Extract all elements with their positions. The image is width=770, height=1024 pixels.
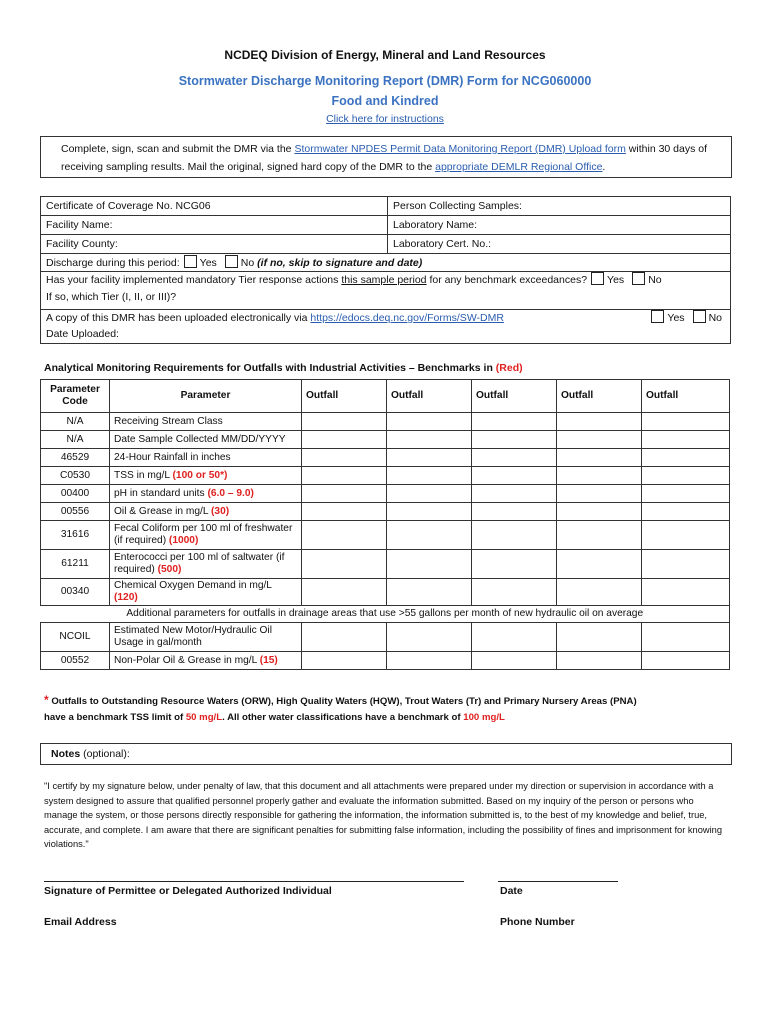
outfall-cell[interactable] (472, 503, 557, 521)
parameter-code: C0530 (41, 467, 110, 485)
agency-title: NCDEQ Division of Energy, Mineral and Land Resources (224, 48, 546, 62)
parameter-code: NCOIL (41, 623, 110, 652)
col-outfall-3: Outfall (472, 380, 557, 413)
parameter-name (110, 467, 302, 485)
tier-question-u: this sample period (341, 274, 427, 286)
outfall-cell[interactable] (302, 413, 387, 431)
discharge-no-label: No (240, 257, 255, 269)
outfall-cell[interactable] (642, 623, 730, 652)
parameter-text: Enterococci per 100 ml of saltwater (if required) (114, 552, 285, 575)
table-row (41, 485, 730, 503)
outfall-cell[interactable] (557, 413, 642, 431)
parameter-name (110, 579, 302, 606)
benchmark-value: (6.0 – 9.0) (207, 487, 254, 499)
col-outfall-5: Outfall (642, 380, 730, 413)
footnote-text-b: have a benchmark TSS limit of (44, 712, 186, 723)
discharge-skip-note: (if no, skip to signature and date) (257, 257, 423, 269)
outfall-cell[interactable] (557, 550, 642, 579)
outfall-cell[interactable] (302, 550, 387, 579)
outfall-cell[interactable] (642, 652, 730, 670)
outfall-cell[interactable] (642, 579, 730, 606)
additional-params-note: Additional parameters for outfalls in drainage areas that use >55 gallons per month of new hydraulic oil on average (41, 606, 730, 623)
tier-no-checkbox[interactable] (632, 272, 645, 285)
discharge-no-checkbox[interactable] (225, 255, 238, 268)
footnote-text-a: Outfalls to Outstanding Resource Waters (ORW), High Quality Waters (HQW), Trout Waters (Tr) and Primary Nursery Areas (PNA) (48, 696, 637, 707)
parameter-text: Oil & Grease in mg/L (114, 505, 212, 517)
parameter-code: 00556 (41, 503, 110, 521)
col-parameter: Parameter (110, 380, 302, 413)
benchmark-value: (15) (259, 654, 278, 666)
discharge-label: Discharge during this period: (46, 257, 180, 269)
facility-name-field[interactable]: Facility Name: (41, 216, 388, 235)
outfall-cell[interactable] (642, 521, 730, 550)
parameter-name (110, 449, 302, 467)
notes-label: Notes (51, 748, 81, 760)
outfall-cell[interactable] (472, 521, 557, 550)
outfall-cell[interactable] (557, 503, 642, 521)
parameter-code: 00552 (41, 652, 110, 670)
outfall-cell[interactable] (302, 431, 387, 449)
outfall-cell[interactable] (472, 652, 557, 670)
table-row (41, 550, 730, 579)
outfall-cell[interactable] (387, 579, 472, 606)
upload-text: A copy of this DMR has been uploaded electronically via (46, 312, 311, 324)
upload-row (40, 310, 731, 344)
coverage-no-field[interactable]: Certificate of Coverage No. NCG06 (41, 197, 388, 216)
dmr-upload-link[interactable]: Stormwater NPDES Permit Data Monitoring Report (DMR) Upload form (294, 143, 626, 155)
outfall-cell[interactable] (557, 521, 642, 550)
parameter-name (110, 413, 302, 431)
outfall-cell[interactable] (387, 503, 472, 521)
outfall-cell[interactable] (642, 485, 730, 503)
outfall-cell[interactable] (472, 413, 557, 431)
facility-info-table (40, 196, 731, 254)
outfall-cell[interactable] (557, 579, 642, 606)
outfall-cell[interactable] (472, 579, 557, 606)
parameter-name (110, 521, 302, 550)
outfall-cell[interactable] (387, 550, 472, 579)
parameter-name (110, 503, 302, 521)
tier-no-label: No (648, 274, 662, 286)
outfall-cell[interactable] (472, 623, 557, 652)
table-row (41, 652, 730, 670)
notes-optional: (optional): (80, 748, 130, 760)
discharge-yes-checkbox[interactable] (184, 255, 197, 268)
outfall-cell[interactable] (387, 431, 472, 449)
parameter-text: Estimated New Motor/Hydraulic Oil Usage in gal/month (114, 625, 272, 648)
monitoring-table (40, 379, 730, 670)
notes-field[interactable] (40, 743, 732, 765)
footnote-text-c: . All other water classifications have a benchmark of (222, 712, 464, 723)
tss-footnote (44, 692, 637, 726)
date-line[interactable] (498, 881, 618, 882)
outfall-cell[interactable] (642, 449, 730, 467)
monitoring-heading (44, 362, 523, 374)
tier-row (40, 272, 731, 310)
parameter-name (110, 652, 302, 670)
parameter-text: Chemical Oxygen Demand in mg/L (114, 580, 272, 591)
outfall-cell[interactable] (302, 485, 387, 503)
outfall-cell[interactable] (387, 623, 472, 652)
facility-county-field[interactable]: Facility County: (41, 235, 388, 254)
parameter-name (110, 623, 302, 652)
outfall-cell[interactable] (387, 652, 472, 670)
discharge-yes-label: Yes (199, 257, 217, 269)
outfall-cell[interactable] (472, 485, 557, 503)
parameter-text: 24-Hour Rainfall in inches (114, 451, 231, 463)
outfall-cell[interactable] (387, 521, 472, 550)
benchmark-value: (500) (157, 564, 182, 575)
outfall-cell[interactable] (387, 449, 472, 467)
col-outfall-1: Outfall (302, 380, 387, 413)
outfall-cell[interactable] (557, 431, 642, 449)
tier-question-b: for any benchmark exceedances? (426, 274, 588, 286)
table-row (41, 431, 730, 449)
laboratory-name-field[interactable]: Laboratory Name: (388, 216, 731, 235)
table-row (41, 449, 730, 467)
footnote-red-c: 100 mg/L (463, 712, 505, 723)
parameter-code: 00340 (41, 579, 110, 606)
col-parameter-code: Parameter Code (41, 380, 110, 413)
signature-label: Signature of Permittee or Delegated Authorized Individual (44, 885, 332, 897)
footnote-star: * (44, 693, 49, 707)
table-row (41, 413, 730, 431)
table-row (41, 623, 730, 652)
tier-yes-checkbox[interactable] (591, 272, 604, 285)
benchmark-value: (1000) (168, 535, 199, 546)
benchmark-value: (100 or 50*) (172, 469, 228, 481)
outfall-cell[interactable] (302, 579, 387, 606)
upload-no-checkbox[interactable] (693, 310, 706, 323)
outfall-cell[interactable] (642, 503, 730, 521)
tier-question-a: Has your facility implemented mandatory Tier response actions (46, 274, 342, 286)
parameter-text: Fecal Coliform per 100 ml of freshwater (if required) (114, 523, 293, 546)
outfall-cell[interactable] (302, 503, 387, 521)
benchmark-value: (120) (114, 592, 138, 603)
outfall-cell[interactable] (557, 652, 642, 670)
outfall-cell[interactable] (472, 431, 557, 449)
instructions-link[interactable]: Click here for instructions (326, 113, 444, 125)
date-uploaded[interactable]: Date Uploaded: (46, 328, 119, 340)
upload-yes-label: Yes (667, 312, 685, 324)
monitoring-heading-red: (Red) (495, 362, 523, 374)
outfall-cell[interactable] (642, 550, 730, 579)
outfall-cell[interactable] (472, 550, 557, 579)
parameter-code: N/A (41, 431, 110, 449)
parameter-name (110, 431, 302, 449)
parameter-name (110, 485, 302, 503)
submit-text-a: Complete, sign, scan and submit the DMR via the (61, 143, 295, 155)
phone-label: Phone Number (500, 916, 575, 928)
table-row (41, 521, 730, 550)
date-label: Date (500, 885, 523, 897)
outfall-cell[interactable] (302, 623, 387, 652)
outfall-cell[interactable] (642, 431, 730, 449)
parameter-code: 61211 (41, 550, 110, 579)
outfall-cell[interactable] (302, 521, 387, 550)
outfall-cell[interactable] (642, 467, 730, 485)
parameter-code: N/A (41, 413, 110, 431)
upload-yes-checkbox[interactable] (651, 310, 664, 323)
outfall-cell[interactable] (642, 413, 730, 431)
parameter-text: Receiving Stream Class (114, 415, 223, 427)
benchmark-value: (30) (211, 505, 230, 517)
signature-line[interactable] (44, 881, 464, 882)
submit-text-b: within 30 days of receiving sampling results. Mail the original, signed hard copy of the DMR to the (61, 143, 708, 173)
monitoring-heading-text: Analytical Monitoring Requirements for Outfalls with Industrial Activities – Benchmarks in (44, 362, 496, 374)
footnote-red-b: 50 mg/L (185, 712, 223, 723)
parameter-code: 31616 (41, 521, 110, 550)
email-label: Email Address (44, 916, 117, 928)
parameter-name (110, 550, 302, 579)
parameter-text: Date Sample Collected MM/DD/YYYY (114, 433, 286, 445)
discharge-row (40, 254, 731, 272)
col-outfall-4: Outfall (557, 380, 642, 413)
table-row (41, 503, 730, 521)
outfall-cell[interactable] (557, 449, 642, 467)
outfall-cell[interactable] (557, 467, 642, 485)
person-collecting-field[interactable]: Person Collecting Samples: (388, 197, 731, 216)
parameter-text: TSS in mg/L (114, 469, 173, 481)
parameter-code: 46529 (41, 449, 110, 467)
outfall-cell[interactable] (302, 449, 387, 467)
outfall-cell[interactable] (302, 652, 387, 670)
outfall-cell[interactable] (387, 485, 472, 503)
outfall-cell[interactable] (557, 623, 642, 652)
outfall-cell[interactable] (387, 467, 472, 485)
table-row (41, 467, 730, 485)
parameter-text: pH in standard units (114, 487, 208, 499)
tier-yes-label: Yes (607, 274, 625, 286)
outfall-cell[interactable] (557, 485, 642, 503)
tier-which[interactable]: If so, which Tier (I, II, or III)? (46, 291, 177, 303)
outfall-cell[interactable] (472, 467, 557, 485)
col-outfall-2: Outfall (387, 380, 472, 413)
submit-text-c: . (602, 161, 606, 173)
regional-office-link[interactable]: appropriate DEMLR Regional Office (435, 161, 603, 173)
upload-no-label: No (708, 312, 722, 324)
parameter-text: Non-Polar Oil & Grease in mg/L (114, 654, 260, 666)
outfall-cell[interactable] (387, 413, 472, 431)
certification-statement: "I certify by my signature below, under penalty of law, that this document and all attachments were prepared under my direction or supervision in accordance with a system designed to assure that qualified personnel properly gather and evaluate the information submitted. Based on my inquiry of the person or persons who manage the system, or those persons directly responsible for gathering the information, the information submitted is, to the best of my knowledge and belief, true, accurate, and complete. I am aware that there are significant penalties for submitting false information, including the possibility of fines and imprisonment for knowing violations." (44, 781, 722, 849)
form-subtitle: Food and Kindred (331, 94, 439, 108)
submit-instructions-box (40, 136, 732, 178)
outfall-cell[interactable] (302, 467, 387, 485)
table-row (41, 579, 730, 606)
parameter-code: 00400 (41, 485, 110, 503)
lab-cert-field[interactable]: Laboratory Cert. No.: (388, 235, 731, 254)
edocs-link[interactable]: https://edocs.deq.nc.gov/Forms/SW-DMR (310, 312, 504, 324)
outfall-cell[interactable] (472, 449, 557, 467)
form-title: Stormwater Discharge Monitoring Report (DMR) Form for NCG060000 (178, 74, 592, 88)
